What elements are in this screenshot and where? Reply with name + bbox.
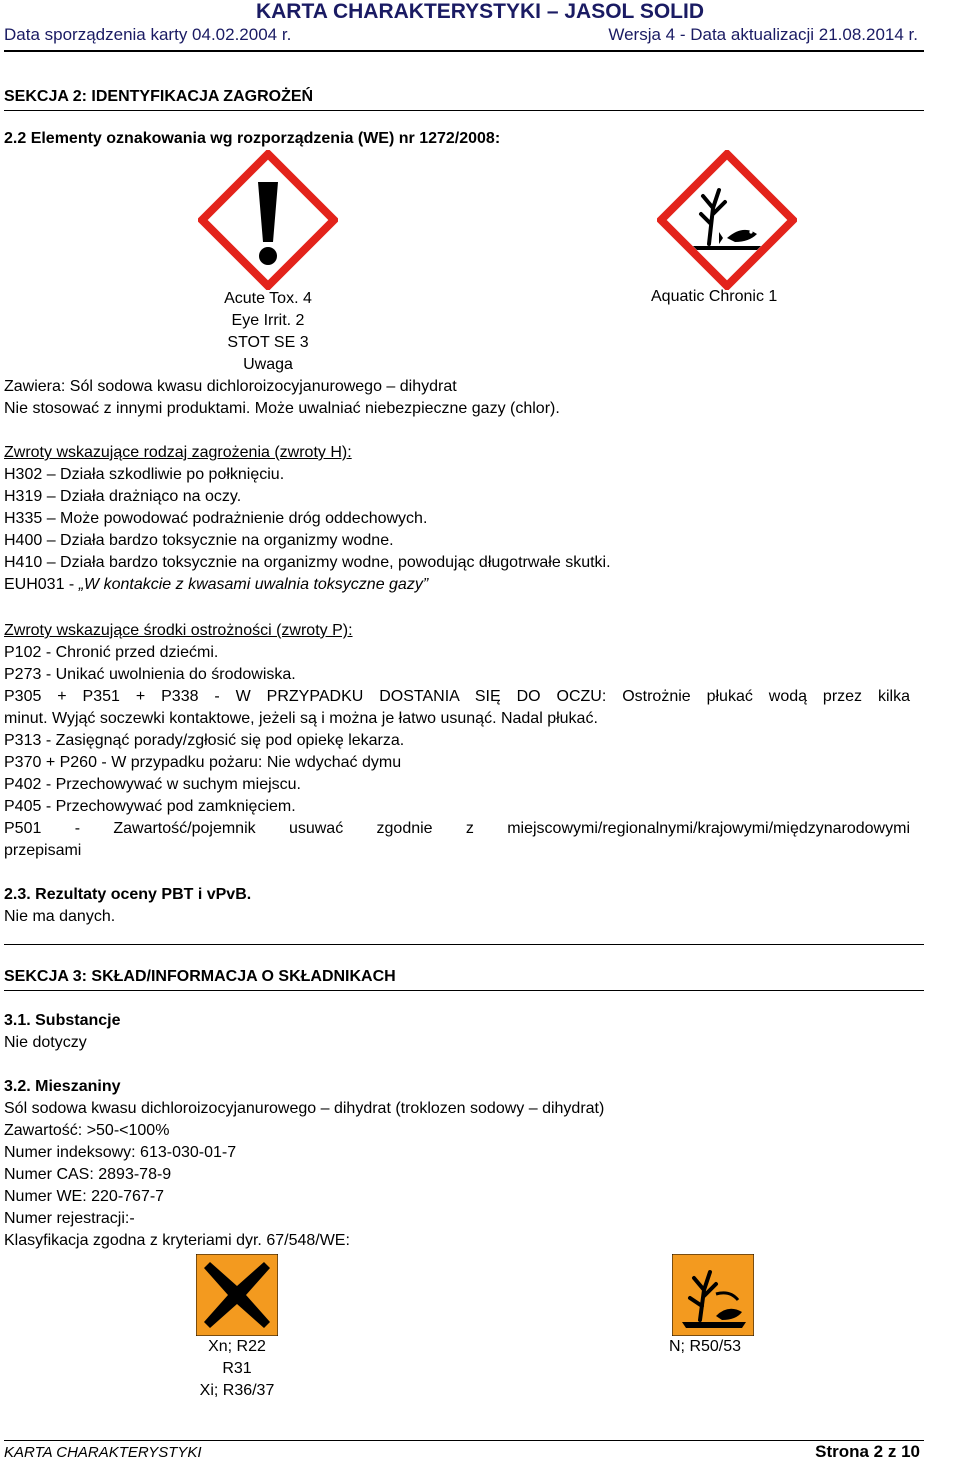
h-statement: H319 – Działa drażniąco na oczy. [4,488,242,505]
footer-doc-name: KARTA CHARAKTERYSTYKI [4,1444,202,1461]
h-statement: H302 – Działa szkodliwie po połknięciu. [4,466,285,483]
h-statement: H410 – Działa bardzo toksycznie na organizmy wodne, powodując długotrwałe skutki. [4,554,611,571]
section2-subheading: 2.2 Elementy oznakowania wg rozporządzenia (WE) nr 1272/2008: [4,130,501,147]
warning-note: Nie stosować z innymi produktami. Może uwalniać niebezpieczne gazy (chlor). [4,400,560,417]
p-statement: P313 - Zasięgnąć porady/zgłosić się pod opiekę lekarza. [4,732,405,749]
contains-line: Zawiera: Sól sodowa kwasu dichloroizocyjanurowego – dihydrat [4,378,457,395]
mixture-line: Numer indeksowy: 613-030-01-7 [4,1144,237,1161]
h-statement: H400 – Działa bardzo toksycznie na organizmy wodne. [4,532,394,549]
p-statement: P273 - Unikać uwolnienia do środowiska. [4,666,296,683]
p-statement: P402 - Przechowywać w suchym miejscu. [4,776,301,793]
mixture-line: Zawartość: >50-<100% [4,1122,170,1139]
header-rule [4,50,924,52]
r-code: Xi; R36/37 [199,1382,275,1399]
pbt-text: Nie ma danych. [4,908,116,925]
substances-text: Nie dotyczy [4,1034,87,1051]
p-statements-heading: Zwroty wskazujące środki ostrożności (zwroty P): [4,622,353,639]
pbt-heading: 2.3. Rezultaty oceny PBT i vPvB. [4,886,252,903]
dangerous-environment-icon [672,1254,754,1336]
harmful-x-icon [196,1254,278,1336]
mixture-line: Numer WE: 220-767-7 [4,1188,165,1205]
p-statement: P405 - Przechowywać pod zamknięciem. [4,798,296,815]
hazard-class-3: STOT SE 3 [227,334,309,351]
mixture-line: Numer rejestracji:- [4,1210,135,1227]
mixture-line: Sól sodowa kwasu dichloroizocyjanurowego – dihydrat (troklozen sodowy – dihydrat) [4,1100,605,1117]
section3-rule-bottom [4,990,924,991]
p-statement: minut. Wyjąć soczewki kontaktowe, jeżeli są i można je łatwo usunąć. Nadal płukać. [4,710,598,727]
p-statement: przepisami [4,842,82,859]
aquatic-chronic-label: Aquatic Chronic 1 [651,288,778,305]
p-statement: P102 - Chronić przed dziećmi. [4,644,219,661]
version-info: Wersja 4 - Data aktualizacji 21.08.2014 r. [608,25,918,44]
euh-text: „W kontakcie z kwasami uwalnia toksyczne gazy” [78,576,429,593]
p-statement: P501 - Zawartość/pojemnik usuwać zgodnie z miejscowymi/regionalnymi/krajowymi/międzynarodowymi [4,820,910,837]
signal-word: Uwaga [243,356,293,373]
environment-hazard-icon [657,150,797,290]
document-title: KARTA CHARAKTERYSTYKI – JASOL SOLID [255,0,705,23]
mixture-line: Numer CAS: 2893-78-9 [4,1166,172,1183]
p-statement: P370 + P260 - W przypadku pożaru: Nie wdychać dymu [4,754,402,771]
section2-rule [4,110,924,111]
euh-statement [4,576,428,594]
page-number: Strona 2 z 10 [815,1442,920,1461]
date-created: Data sporządzenia karty 04.02.2004 r. [4,25,292,44]
mixtures-heading: 3.2. Mieszaniny [4,1078,121,1095]
section2-heading: SEKCJA 2: IDENTYFIKACJA ZAGROŻEŃ [4,88,314,105]
euh-code: EUH031 - [4,576,79,593]
p-statement: P305 + P351 + P338 - W PRZYPADKU DOSTANIA SIĘ DO OCZU: Ostrożnie płukać wodą przez kilka [4,688,910,705]
hazard-class-1: Acute Tox. 4 [224,290,312,307]
substances-heading: 3.1. Substancje [4,1012,121,1029]
h-statements-heading: Zwroty wskazujące rodzaj zagrożenia (zwroty H): [4,444,352,461]
exclamation-mark-icon [198,150,338,290]
section3-heading: SEKCJA 3: SKŁAD/INFORMACJA O SKŁADNIKACH [4,968,396,985]
mixture-line: Klasyfikacja zgodna z kryteriami dyr. 67/548/WE: [4,1232,350,1249]
hazard-class-2: Eye Irrit. 2 [231,312,305,329]
r-code: N; R50/53 [669,1338,742,1355]
footer-rule [4,1440,924,1441]
r-code: Xn; R22 [208,1338,266,1355]
h-statement: H335 – Może powodować podrażnienie dróg oddechowych. [4,510,428,527]
r-code: R31 [222,1360,252,1377]
section3-rule-top [4,944,924,945]
